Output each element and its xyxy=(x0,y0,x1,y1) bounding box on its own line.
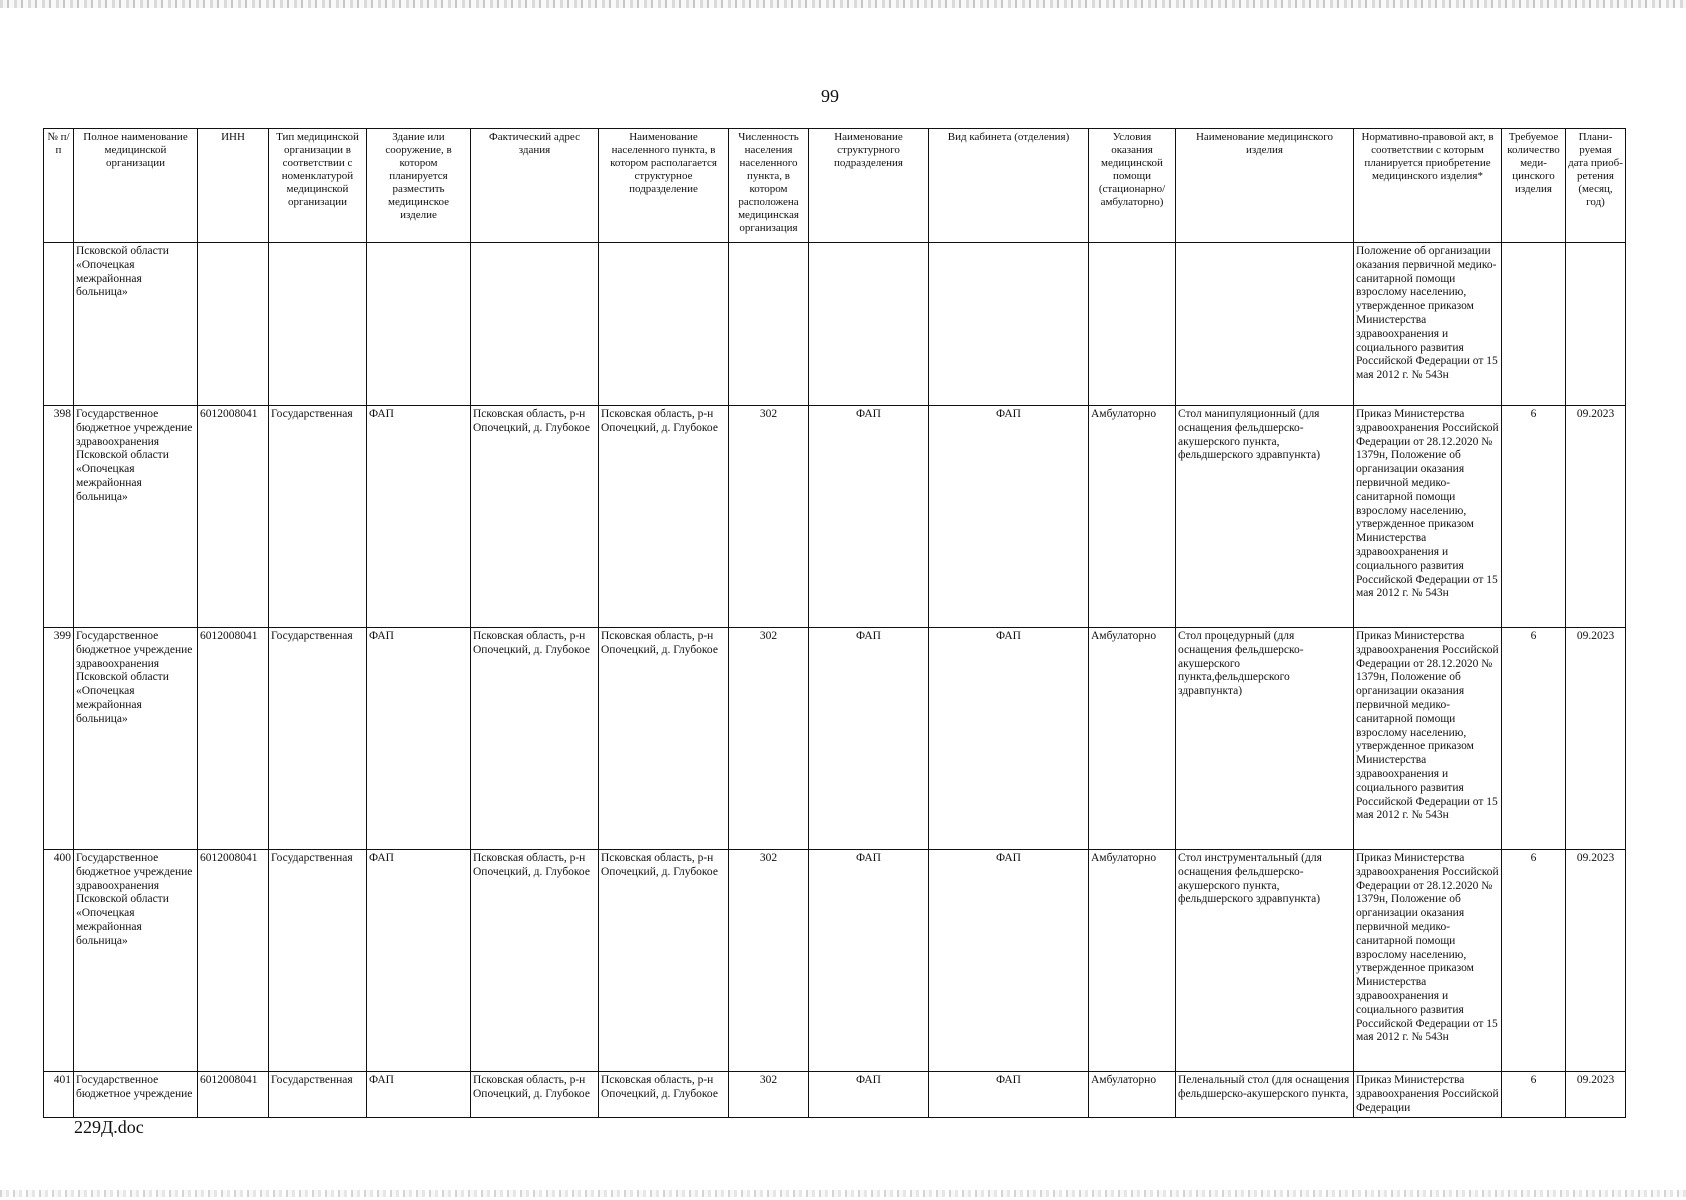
cell-legal-act: Приказ Министерства здравоохранения Российской Федерации от 28.12.2020 № 1379н, Положение об организации оказания первичной медико-санитарной помощи взрослому населению, утвержденное приказом Министерства здравоохранения и социального развития Российской Федерации от 15 мая 2012 г. № 543н xyxy=(1354,850,1502,1072)
cell-address: Псковская область, р-н Опочецкий, д. Глубокое xyxy=(471,628,599,850)
cell-device-name: Стол процедурный (для оснащения фельдшерско-акушерского пункта,фельдшерского здравпункта) xyxy=(1176,628,1354,850)
cell-quantity: 6 xyxy=(1502,406,1566,628)
cell-population: 302 xyxy=(729,628,809,850)
cell-organization-name: Псковской области «Опочецкая межрайонная больница» xyxy=(74,243,198,406)
scan-edge-top xyxy=(0,0,1686,8)
cell-row-number: 398 xyxy=(44,406,74,628)
cell-office-type xyxy=(929,243,1089,406)
header-device-name: Наименование медицинского изделия xyxy=(1176,129,1354,243)
cell-building xyxy=(367,243,471,406)
header-care-conditions: Условия оказания медицинской помощи (стационарно/ амбулаторно) xyxy=(1089,129,1176,243)
cell-quantity xyxy=(1502,243,1566,406)
cell-inn: 6012008041 xyxy=(198,850,269,1072)
cell-legal-act: Приказ Министерства здравоохранения Российской Федерации от 28.12.2020 № 1379н, Положение об организации оказания первичной медико-санитарной помощи взрослому населению, утвержденное приказом Министерства здравоохранения и социального развития Российской Федерации от 15 мая 2012 г. № 543н xyxy=(1354,628,1502,850)
cell-device-name xyxy=(1176,243,1354,406)
cell-planned-date: 09.2023 xyxy=(1566,406,1626,628)
cell-subdivision: ФАП xyxy=(809,850,929,1072)
cell-office-type: ФАП xyxy=(929,850,1089,1072)
header-planned-date: Плани-руемая дата приоб-ретения (месяц, год) xyxy=(1566,129,1626,243)
cell-office-type: ФАП xyxy=(929,406,1089,628)
header-settlement: Наименование населенного пункта, в котором располагается структурное подразделение xyxy=(599,129,729,243)
cell-address: Псковская область, р-н Опочецкий, д. Глубокое xyxy=(471,1072,599,1118)
cell-organization-type: Государственная xyxy=(269,406,367,628)
cell-care-conditions: Амбулаторно xyxy=(1089,628,1176,850)
header-subdivision: Наименование структурного подразделения xyxy=(809,129,929,243)
cell-quantity: 6 xyxy=(1502,850,1566,1072)
cell-legal-act: Приказ Министерства здравоохранения Российской Федерации xyxy=(1354,1072,1502,1118)
cell-building: ФАП xyxy=(367,1072,471,1118)
cell-settlement: Псковская область, р-н Опочецкий, д. Глубокое xyxy=(599,628,729,850)
scan-edge-bottom xyxy=(0,1190,1686,1197)
page-number: 99 xyxy=(821,86,839,106)
cell-building: ФАП xyxy=(367,850,471,1072)
cell-address: Псковская область, р-н Опочецкий, д. Глубокое xyxy=(471,406,599,628)
cell-planned-date: 09.2023 xyxy=(1566,850,1626,1072)
cell-population: 302 xyxy=(729,406,809,628)
cell-care-conditions: Амбулаторно xyxy=(1089,1072,1176,1118)
header-organization-name: Полное наименование медицинской организации xyxy=(74,129,198,243)
cell-settlement: Псковская область, р-н Опочецкий, д. Глубокое xyxy=(599,406,729,628)
header-address: Фактический адрес здания xyxy=(471,129,599,243)
table-row xyxy=(44,628,1626,850)
table-row xyxy=(44,243,1626,406)
cell-building: ФАП xyxy=(367,628,471,850)
header-building: Здание или сооружение, в котором планируется разместить медицинское изделие xyxy=(367,129,471,243)
cell-organization-type xyxy=(269,243,367,406)
cell-care-conditions: Амбулаторно xyxy=(1089,850,1176,1072)
cell-organization-type: Государственная xyxy=(269,1072,367,1118)
cell-row-number: 400 xyxy=(44,850,74,1072)
cell-planned-date: 09.2023 xyxy=(1566,628,1626,850)
footer-filename: 229Д.doc xyxy=(74,1117,144,1137)
cell-row-number xyxy=(44,243,74,406)
cell-device-name: Стол инструментальный (для оснащения фельдшерско-акушерского пункта, фельдшерского здравпункта) xyxy=(1176,850,1354,1072)
cell-care-conditions xyxy=(1089,243,1176,406)
header-quantity: Требуемое количество меди-цинского изделия xyxy=(1502,129,1566,243)
cell-office-type: ФАП xyxy=(929,1072,1089,1118)
cell-row-number: 399 xyxy=(44,628,74,850)
cell-legal-act: Положение об организации оказания первичной медико-санитарной помощи взрослому населению, утвержденное приказом Министерства здравоохранения и социального развития Российской Федерации от 15 мая 2012 г. № 543н xyxy=(1354,243,1502,406)
cell-address: Псковская область, р-н Опочецкий, д. Глубокое xyxy=(471,850,599,1072)
cell-building: ФАП xyxy=(367,406,471,628)
cell-settlement xyxy=(599,243,729,406)
header-row-number: № п/п xyxy=(44,129,74,243)
header-organization-type: Тип медицинской организации в соответствии с номенклатурой медицинской организации xyxy=(269,129,367,243)
cell-planned-date xyxy=(1566,243,1626,406)
table-row xyxy=(44,406,1626,628)
cell-subdivision xyxy=(809,243,929,406)
cell-inn: 6012008041 xyxy=(198,628,269,850)
table-header-row xyxy=(44,129,1626,243)
cell-inn xyxy=(198,243,269,406)
header-population: Численность населения населенного пункта, в котором расположена медицинская организация xyxy=(729,129,809,243)
cell-office-type: ФАП xyxy=(929,628,1089,850)
header-inn: ИНН xyxy=(198,129,269,243)
cell-population: 302 xyxy=(729,1072,809,1118)
medical-equipment-table xyxy=(43,128,1626,1118)
cell-settlement: Псковская область, р-н Опочецкий, д. Глубокое xyxy=(599,850,729,1072)
cell-inn: 6012008041 xyxy=(198,406,269,628)
cell-planned-date: 09.2023 xyxy=(1566,1072,1626,1118)
cell-population: 302 xyxy=(729,850,809,1072)
cell-settlement: Псковская область, р-н Опочецкий, д. Глубокое xyxy=(599,1072,729,1118)
cell-inn: 6012008041 xyxy=(198,1072,269,1118)
cell-population xyxy=(729,243,809,406)
cell-organization-type: Государственная xyxy=(269,850,367,1072)
cell-subdivision: ФАП xyxy=(809,628,929,850)
cell-organization-name: Государственное бюджетное учреждение здравоохранения Псковской области «Опочецкая межрайонная больница» xyxy=(74,406,198,628)
cell-address xyxy=(471,243,599,406)
cell-subdivision: ФАП xyxy=(809,406,929,628)
cell-device-name: Пеленальный стол (для оснащения фельдшерско-акушерского пункта, xyxy=(1176,1072,1354,1118)
cell-legal-act: Приказ Министерства здравоохранения Российской Федерации от 28.12.2020 № 1379н, Положение об организации оказания первичной медико-санитарной помощи взрослому населению, утвержденное приказом Министерства здравоохранения и социального развития Российской Федерации от 15 мая 2012 г. № 543н xyxy=(1354,406,1502,628)
cell-row-number: 401 xyxy=(44,1072,74,1118)
cell-organization-name: Государственное бюджетное учреждение здравоохранения Псковской области «Опочецкая межрайонная больница» xyxy=(74,628,198,850)
header-legal-act: Нормативно-правовой акт, в соответствии с которым планируется приобретение медицинского изделия* xyxy=(1354,129,1502,243)
table-row xyxy=(44,1072,1626,1118)
cell-care-conditions: Амбулаторно xyxy=(1089,406,1176,628)
cell-organization-type: Государственная xyxy=(269,628,367,850)
table-row xyxy=(44,850,1626,1072)
cell-quantity: 6 xyxy=(1502,1072,1566,1118)
cell-organization-name: Государственное бюджетное учреждение здравоохранения Псковской области «Опочецкая межрайонная больница» xyxy=(74,850,198,1072)
header-office-type: Вид кабинета (отделения) xyxy=(929,129,1089,243)
cell-organization-name: Государственное бюджетное учреждение xyxy=(74,1072,198,1118)
cell-device-name: Стол манипуляционный (для оснащения фельдшерско-акушерского пункта, фельдшерского здравпункта) xyxy=(1176,406,1354,628)
cell-subdivision: ФАП xyxy=(809,1072,929,1118)
cell-quantity: 6 xyxy=(1502,628,1566,850)
